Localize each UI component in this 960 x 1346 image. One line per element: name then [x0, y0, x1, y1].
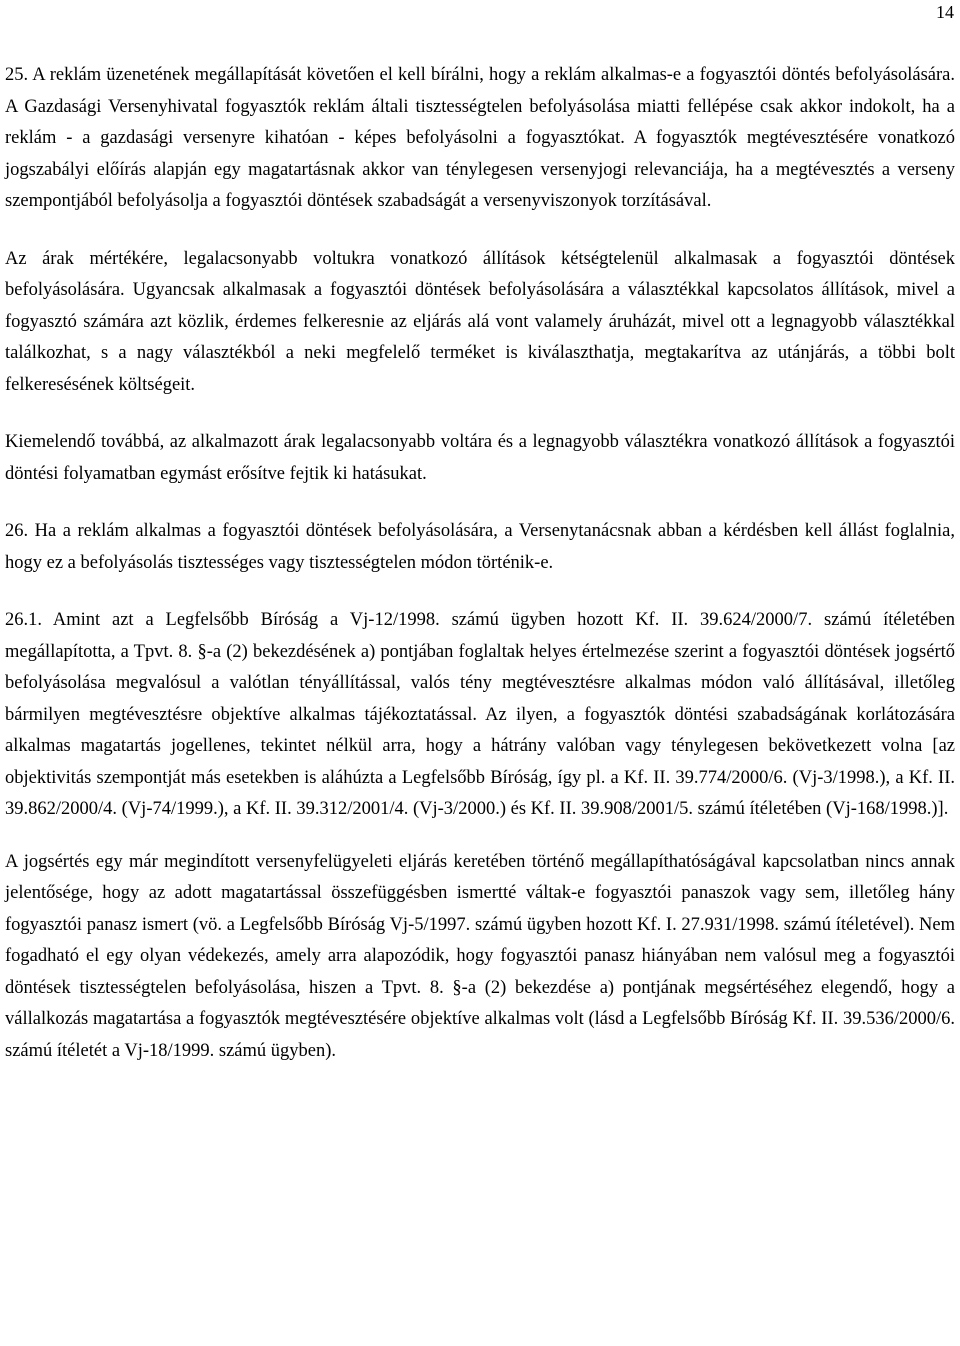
paragraph-emphasis: Kiemelendő továbbá, az alkalmazott árak legalacsonyabb voltára és a legnagyobb választékra vonatkozó állítások a fogyasztói döntési folyamatban egymást erősítve fejtik ki hatásukat. [5, 432, 955, 484]
paragraph-infringement: A jogsértés egy már megindított versenyfelügyeleti eljárás keretében történő megállapíthatóságával kapcsolatban nincs annak jelentősége, hogy az adott magatartással összefüggésben ismertté váltak-e fogyasztói panaszok vagy sem, illetőleg hány fogyasztói panasz ismert (vö. a Legfelsőbb Bíróság Vj-5/1997. számú ügyben hozott Kf. I. 27.931/1998. számú ítéletével). Nem fogadható el egy olyan védekezés, amely arra alapozódik, hogy fogyasztói panasz hiányában nem valósul meg a fogyasztói döntések tisztességtelen befolyásolása, hiszen a Tpvt. 8. §-a (2) bekezdése a) pontjának megsértéséhez elegendő, hogy a vállalkozás magatartása a fogyasztók megtévesztésére objektíve alkalmas volt (lásd a Legfelsőbb Bíróság Kf. II. 39.536/2000/6. számú ítéletét a Vj-18/1999. számú ügyben). [5, 851, 955, 1061]
paragraph-26-1: 26.1. Amint azt a Legfelsőbb Bíróság a Vj-12/1998. számú ügyben hozott Kf. II. 39.624/2000/7. számú ítéletében megállapította, a Tpvt. 8. §-a (2) bekezdésének a) pontjában foglaltak helyes értelmezése szerint a fogyasztói döntések jogsértő befolyásolása megvalósul a valótlan tényállítással, valós tény megtévesztésre alkalmas módon való állításával, illetőleg bármilyen megtévesztésre objektíve alkalmas tájékoztatással. Az ilyen, a fogyasztók döntési szabadságának korlátozására alkalmas magatartás jogellenes, tekintet nélkül arra, hogy a hátrány valóban vagy ténylegesen bekövetkezett volna [az objektivitás szempontját más esetekben is aláhúzta a Legfelsőbb Bíróság, így pl. a Kf. II. 39.774/2000/6. (Vj-3/1998.), a Kf. II. 39.862/2000/4. (Vj-74/1999.), a Kf. II. 39.312/2001/4. (Vj-3/2000.) és Kf. II. 39.908/2001/5. számú ítéletében (Vj-168/1998.)]. [5, 610, 955, 819]
paragraph-prices: Az árak mértékére, legalacsonyabb voltukra vonatkozó állítások kétségtelenül alkalmasak a fogyasztói döntések befolyásolására. Ugyancsak alkalmasak a fogyasztói döntések befolyásolására a választékkal kapcsolatos állítások, mivel a fogyasztó számára azt közlik, érdemes felkeresnie az eljárás alá vont valamely áruházát, mivel ott a legnagyobb választékkal találkozhat, s a nagy választékból a neki megfelelő terméket is kiválaszthatja, megtakarítva az utánjárás, a többi bolt felkeresésének költségeit. [5, 248, 955, 395]
paragraph-25: 25. A reklám üzenetének megállapítását követően el kell bírálni, hogy a reklám alkalmas-e a fogyasztói döntés befolyásolására. A Gazdasági Versenyhivatal fogyasztók reklám általi tisztességtelen befolyásolása miatti fellépése csak akkor indokolt, ha a reklám - a gazdasági versenyre kihatóan - képes befolyásolni a fogyasztókat. A fogyasztók megtévesztésére vonatkozó jogszabályi előírás alapján egy magatartásnak akkor van ténylegesen versenyjogi relevanciája, ha a megtévesztés a verseny szempontjából befolyásolja a fogyasztói döntések szabadságát a versenyviszonyok torzításával. [5, 65, 955, 211]
page-number: 14 [936, 2, 954, 22]
paragraph-26: 26. Ha a reklám alkalmas a fogyasztói döntések befolyásolására, a Versenytanácsnak abban a kérdésben kell állást foglalnia, hogy ez a befolyásolás tisztességes vagy tisztességtelen módon történik-e. [5, 521, 955, 573]
document-body [5, 60, 955, 1067]
